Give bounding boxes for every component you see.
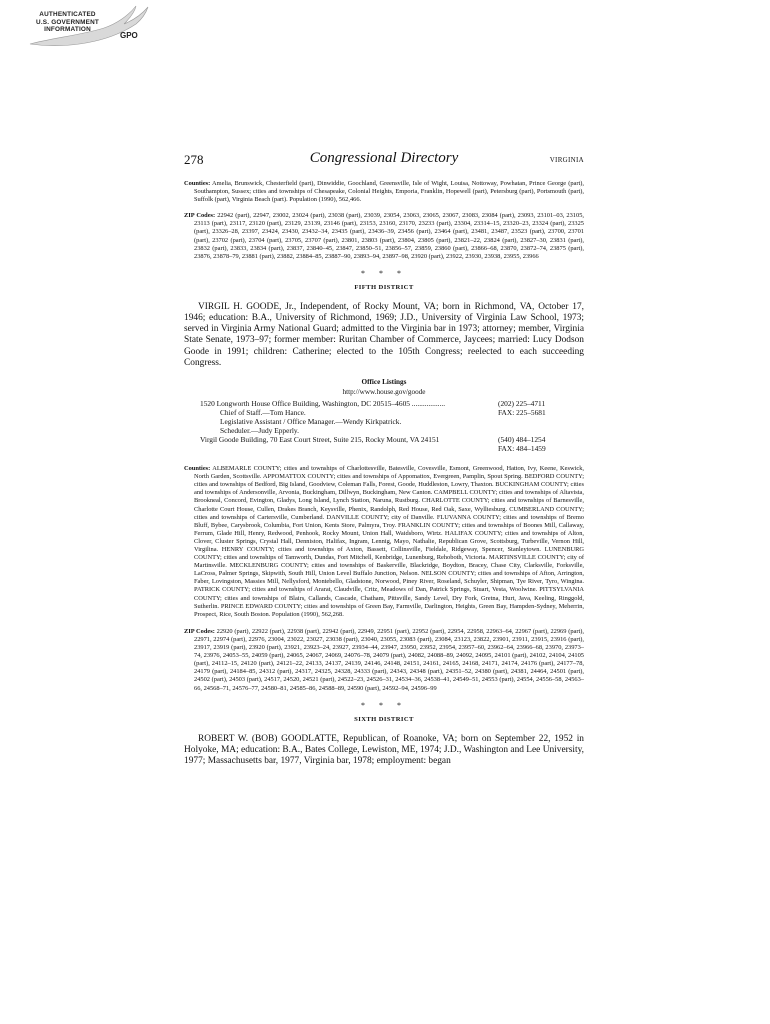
office-listings-title: Office Listings: [361, 378, 407, 387]
office-url[interactable]: http://www.house.gov/goode: [342, 388, 426, 397]
fifth-district-heading: FIFTH DISTRICT: [354, 283, 414, 291]
prev-counties: [184, 180, 584, 204]
office-row: [184, 445, 584, 454]
gpo-mark: GPO: [120, 31, 138, 40]
page-header: [184, 150, 584, 172]
gpo-authentication-logo: [8, 4, 158, 50]
logo-line: U.S. GOVERNMENT: [36, 18, 100, 26]
counties-label: Counties:: [184, 180, 211, 187]
section-separator: * * *: [361, 268, 407, 278]
directory-page: [184, 150, 584, 767]
logo-line: INFORMATION: [44, 26, 91, 34]
zip-text: 22942 (part), 22947, 23002, 23024 (part), 23038 (part), 23039, 23054, 23063, 23065, 23067, 23083, 23084 (part), 23093, 23101–03, 23105, 23113 (part), 23117, 23120 (part), 23129, 23139, 23146 (part), 23153, 23160, 23170, 23233 (part), 23304, 23314–15, 23320–23, 23324 (part), 23325 (part), 23326–28, 23397, 23424, 23430, 23432–34, 23435 (part), 23436–39, 23456 (part), 23464 (part), 23481, 23487, 23523 (part), 23700, 23701 (part), 23702 (part), 23704 (part), 23705, 23707 (part), 23801, 23803 (part), 23804, 23805 (part), 23821–22, 23824 (part), 23827–30, 23831 (part), 23832 (part), 23833, 23834 (part), 23837, 23840–45, 23847, 23850–51, 23856–57, 23859, 23860 (part), 23866–68, 23870, 23872–74, 23875 (part), 23876, 23878–79, 23881 (part), 23882, 23884–85, 23887–90, 23893–94, 23897–98, 23920 (part), 23922, 23930, 23938, 23955, 23966: [194, 212, 584, 260]
fifth-counties: [184, 465, 584, 619]
fifth-zip-codes: [184, 628, 584, 693]
sixth-district-heading: SIXTH DISTRICT: [354, 715, 414, 723]
counties-text: Amelia, Brunswick, Chesterfield (part), Dinwiddie, Goochland, Greensville, Isle of Wight, Louisa, Nottoway, Powhatan, Prince George (part), Southampton, Sussex; cities and townships of Chesapeake, Colonial Heights, Emporia, Franklin, Hopewell (part), Petersburg (part), Portsmouth (part), Suffolk (part), Virginia Beach (part). Population (1990), 562,466.: [194, 180, 584, 204]
running-state: VIRGINIA: [549, 156, 584, 164]
office-list: [184, 400, 584, 454]
counties-label: Counties:: [184, 465, 211, 473]
section-separator: * * *: [361, 700, 407, 710]
goodlatte-bio: ROBERT W. (BOB) GOODLATTE, Republican, of Roanoke, VA; born on September 22, 1952 in Holyoke, MA; education: B.A., Bates College, Lewiston, ME, 1974; J.D., Washington and Lee University, 1977; Massachusetts bar, 1977, Virginia bar, 1978; employment: began: [184, 733, 584, 766]
gpo-text: [36, 11, 99, 34]
staff-entry: Legislative Assistant / Office Manager.—Wendy Kirkpatrick.: [220, 417, 402, 427]
counties-text: ALBEMARLE COUNTY; cities and townships of Charlottesville, Batesville, Covesville, Esmont, Greenwood, Hatton, Ivy, Keene, Keswick, North Garden, Scottsville. APPOMATTOX COUNTY; cities and townships of Appomattox, Evergreen, Pamplin, Spout Spring. BEDFORD COUNTY; cities and townships of Bedford, Big Island, Goodview, Coleman Falls, Forest, Goode, Huddleston, Lowry, Thaxton. BUCKINGHAM COUNTY; cities and townships of Andersonville, Arvonia, Buckingham, Dillwyn, Buckingham, New Canton. CAMPBELL COUNTY; cities and townships of Altavista, Brookneal, Concord, Evington, Gladys, Long Island, Lynch Station, Naruna, Rustburg. CHARLOTTE COUNTY; cities and townships of Barnesville, Charlotte Court House, Cullen, Drakes Branch, Keysville, Phenix, Randolph, Red House, Red Oak, Saxe, Wylliesburg. CUMBERLAND COUNTY; cities and townships of Cartersville, Cumberland. DANVILLE COUNTY; city of Danville. FLUVANNA COUNTY; cities and townships of Bremo Bluff, Bybee, Carysbrook, Columbia, Fort Union, Kents Store, Palmyra, Troy. FRANKLIN COUNTY; cities and townships of Boones Mill, Callaway, Ferrum, Glade Hill, Henry, Redwood, Penhook, Rocky Mount, Union Hall, Waidsboro, Wirtz. HALIFAX COUNTY; cities and townships of Alton, Clover, Cluster Springs, Crystal Hall, Denniston, Halifax, Ingram, Lennig, Mayo, Nathalie, Republican Grove, Scottsburg, Turbeville, Vernon Hill, Virgilina. HENRY COUNTY; cities and townships of Axton, Bassett, Collinsville, Fieldale, Ridgeway, Spencer, Stanleytown. LUNENBURG COUNTY; cities and townships of Tamworth, Dundas, Fort Mitchell, Kenbridge, Lunenburg, Rehoboth, Victoria. MARTINSVILLE COUNTY; city of Martinsville. MECKLENBURG COUNTY; cities and townships of Baskerville, Blackridge, Boydton, Bracey, Chase City, Clarksville, Forksville, LaCross, Palmer Springs, Skipwith, South Hill, Union Level Buffalo Junction, Nelson. NELSON COUNTY; cities and townships of Afton, Arrington, Faber, Lovingston, Massies Mill, Nellysford, Montebello, Gladstone, Norwood, Piney River, Roseland, Schuyler, Shipman, Tye River, Tyro, Wingina. PATRICK COUNTY; cities and townships of Ararat, Claudville, Critz, Meadows of Dan, Patrick Springs, Stuart, Vesta, Woolwine. PITTSYLVANIA COUNTY; cities and townships of Blairs, Callands, Cascade, Chatham, Pittsville, Sandy Level, Dry Fork, Gretna, Hurt, Java, Keeling, Ringgold, Sutherlin. PRINCE EDWARD COUNTY; cities and townships of Green Bay, Farmville, Darlington, Heights, Green Bay, Hampden-Sydney, Meherrin, Prospect, Rice, South Boston. Population (1990), 562,268.: [194, 465, 584, 618]
goode-bio: VIRGIL H. GOODE, Jr., Independent, of Rocky Mount, VA; born in Richmond, VA, October 17, 1946; education: B.A., University of Richmond, 1969; J.D., University of Virginia Law School, 1973; served in Virginia Army National Guard; admitted to the Virginia bar in 1973; attorney; member, Virginia State Senate, 1973–97; former member: Ruritan Chamber of Commerce, Jaycees; married: Lucy Dodson Goode in 1991; children: Catherine; elected to the 105th Congress; reelected to each succeeding Congress.: [184, 301, 584, 368]
zip-label: ZIP Codes:: [184, 212, 216, 220]
page-number: 278: [184, 152, 204, 167]
zip-label: ZIP Codes:: [184, 627, 215, 635]
prev-zip-codes: [184, 212, 584, 261]
logo-line: AUTHENTICATED: [39, 11, 96, 18]
office-phone: (540) 484–1254: [498, 435, 546, 445]
staff-entry: Scheduler.—Judy Epperly.: [220, 426, 299, 436]
staff-entry: Chief of Staff.—Tom Hance.: [220, 408, 306, 418]
office-address: 1520 Longworth House Office Building, Washington, DC 20515–4605 ..................: [200, 399, 446, 409]
office-fax: FAX: 225–5681: [498, 408, 546, 418]
zip-text: 22920 (part), 22922 (part), 22938 (part), 22942 (part), 22949, 22951 (part), 22952 (part), 22954, 22958, 22963–64, 22967 (part), 22969 (part), 22971, 22974 (part), 22976, 23004, 23022, 23027, 23038 (part), 23040, 23055, 23083 (part), 23084, 23123, 23822, 23901, 23911, 23915, 23916 (part), 23917, 23919 (part), 23920 (part), 23921, 23923–24, 23927, 23934–44, 23947, 23950, 23952, 23954, 23957–60, 23962–64, 23966–68, 23970, 23973–74, 23976, 24053–55, 24059 (part), 24065, 24067, 24069, 24076–78, 24079 (part), 24082, 24088–89, 24092, 24095, 24101 (part), 24102, 24104, 24105 (part), 24112–15, 24120 (part), 24121–22, 24133, 24137, 24139, 24146, 24148, 24151, 24161, 24165, 24168, 24171, 24174, 24176 (part), 24177–78, 24179 (part), 24184–85, 24312 (part), 24317, 24325, 24328, 24333 (part), 24343, 24348 (part), 24351–52, 24380 (part), 24381, 24464, 24501 (part), 24502 (part), 24503 (part), 24517, 24520, 24521 (part), 24522–23, 24526–31, 24534–36, 24538–41, 24549–51, 24553 (part), 24554, 24556–58, 24563–66, 24568–71, 24576–77, 24580–81, 24585–86, 24588–89, 24590 (part), 24592–94, 24596–99: [194, 627, 584, 692]
page-title: Congressional Directory: [309, 150, 459, 166]
office-phone: (202) 225–4711: [498, 399, 546, 409]
office-address: Virgil Goode Building, 70 East Court Street, Suite 215, Rocky Mount, VA 24151: [200, 435, 440, 445]
office-fax: FAX: 484–1459: [498, 444, 546, 454]
